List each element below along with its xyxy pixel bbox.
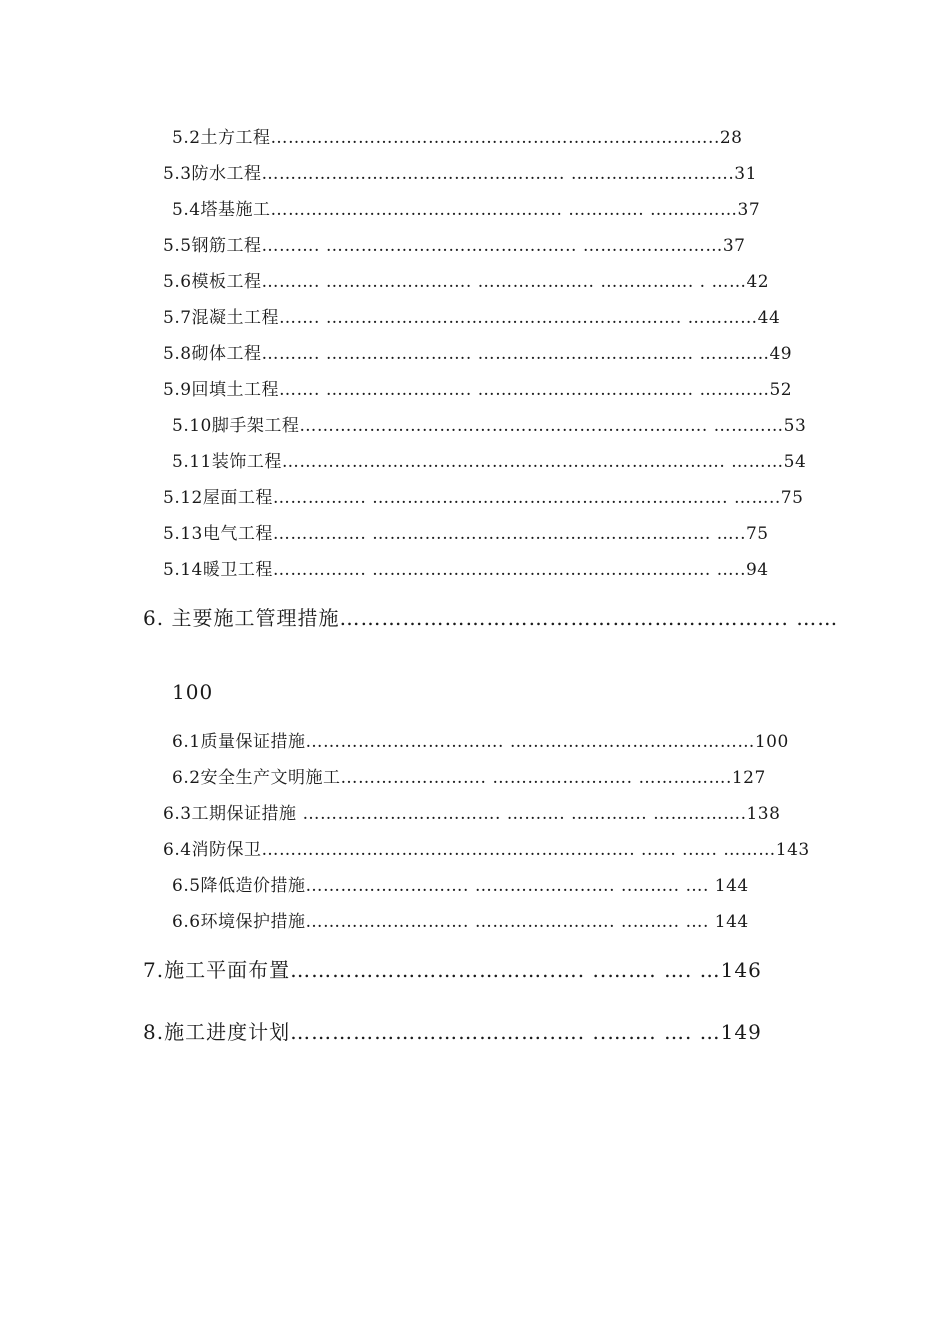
toc-entry-5-7[interactable]: 5.7混凝土工程……. ……………………………………………………. …………44 bbox=[163, 308, 781, 328]
toc-entry-6-1[interactable]: 6.1质量保证措施……………………………. ……………………………………100 bbox=[172, 732, 789, 752]
toc-entry-5-10[interactable]: 5.10脚手架工程……………………………………………………………. …………53 bbox=[172, 416, 807, 436]
toc-entry-5-9[interactable]: 5.9回填土工程……. ……………………. ………………………………. …………52 bbox=[163, 380, 793, 400]
toc-entry-6-3[interactable]: 6.3工期保证措施 ……………………………. ………. ……….... …………….138 bbox=[163, 804, 781, 824]
toc-entry-5-8[interactable]: 5.8砌体工程………. ……………………. ………………………………. …………49 bbox=[163, 344, 793, 364]
toc-entry-5-11[interactable]: 5.11装饰工程…………………………………………………………………. ………54 bbox=[172, 452, 807, 472]
toc-section-6-title[interactable]: 6. 主要施工管理措施…………………………………………………….... …… bbox=[143, 606, 839, 630]
toc-entry-6-2[interactable]: 6.2安全生产文明施工……………………. ………………..…. …………….127 bbox=[172, 768, 766, 788]
toc-entry-6-6[interactable]: 6.6环境保护措施………………………. ………………..…. ..…….. …. 144 bbox=[172, 912, 749, 932]
toc-entry-5-3[interactable]: 5.3防水工程……………………………………………. ……………………….31 bbox=[163, 164, 757, 184]
toc-section-7[interactable]: 7.施工平面布置………………………………..…. ..……. …. …146 bbox=[143, 958, 762, 982]
toc-entry-5-6[interactable]: 5.6模板工程………. ……………………. ……………….. ……………. . ……42 bbox=[163, 272, 770, 292]
toc-entry-5-4[interactable]: 5.4塔基施工……………………………………….…. …………. ……………37 bbox=[172, 200, 761, 220]
toc-entry-5-5[interactable]: 5.5钢筋工程………. ………………………………..….. ……………………37 bbox=[163, 236, 746, 256]
toc-entry-6-4[interactable]: 6.4消防保卫…………………………………………………...…. ..…. ..…. ………143 bbox=[163, 840, 810, 860]
toc-section-6-page[interactable]: 100 bbox=[172, 680, 214, 704]
toc-section-8[interactable]: 8.施工进度计划………………………………..…. ..……. …. …149 bbox=[143, 1020, 762, 1044]
toc-entry-5-13[interactable]: 5.13电气工程……………. ……………………………………………….... …..75 bbox=[163, 524, 769, 544]
toc-entry-5-14[interactable]: 5.14暖卫工程……………. ……………………………………………….... …..94 bbox=[163, 560, 769, 580]
toc-entry-5-2[interactable]: 5.2土方工程…………………………………………………………………..28 bbox=[172, 128, 743, 148]
toc-entry-6-5[interactable]: 6.5降低造价措施………………………. ………………..…. ..…….. …. 144 bbox=[172, 876, 749, 896]
toc-entry-5-12[interactable]: 5.12屋面工程……………. ……………………………………………………. ……..75 bbox=[163, 488, 804, 508]
